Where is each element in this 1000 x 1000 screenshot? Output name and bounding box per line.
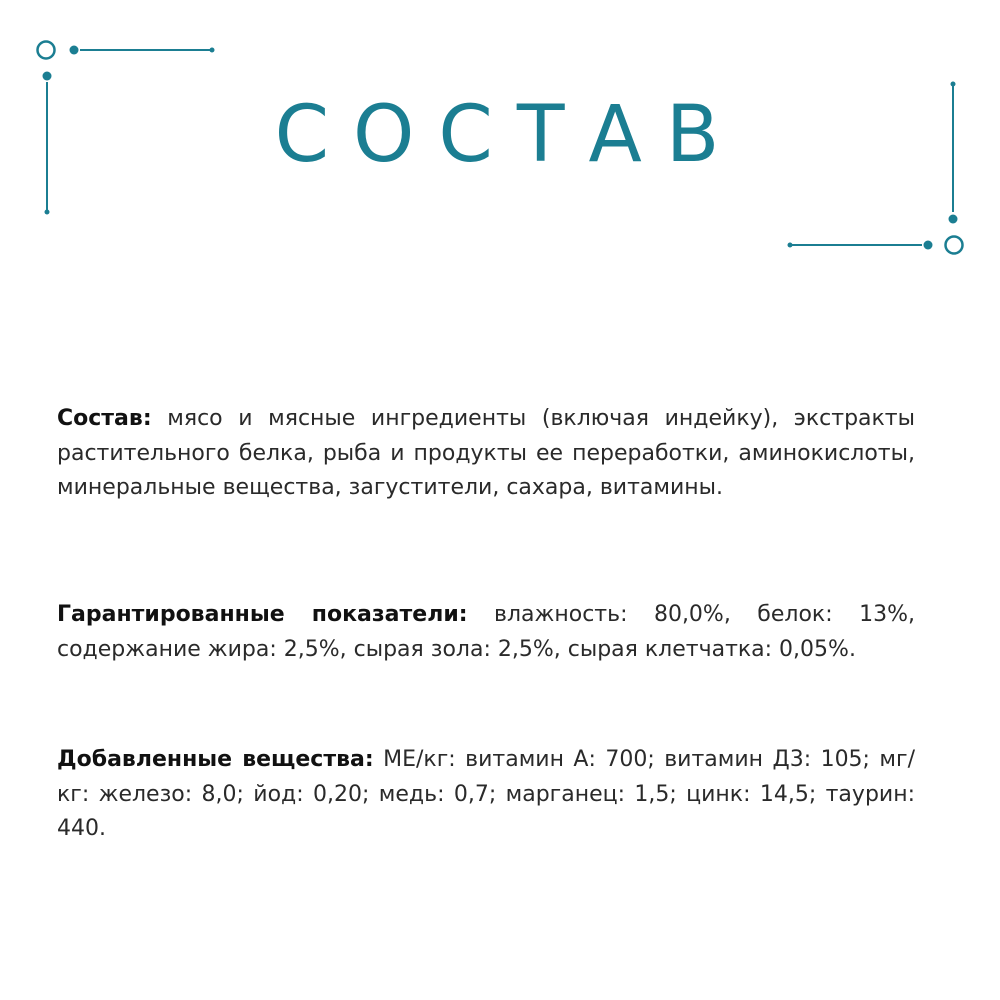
section-label: Добавленные вещества: <box>57 747 374 772</box>
ring-icon <box>38 42 55 59</box>
line-end-dot <box>45 210 50 215</box>
dot-icon <box>924 241 933 250</box>
section-label: Состав: <box>57 406 152 431</box>
ring-icon <box>946 237 963 254</box>
section-text: влажность: 80,0%, белок: 13%, содержание жира: 2,5%, сырая зола: 2,5%, сырая клетчатка: 0,05%. <box>57 602 915 662</box>
dot-icon <box>43 72 52 81</box>
line-end-dot <box>210 48 215 53</box>
section-label: Гарантированные показатели: <box>57 602 468 627</box>
guaranteed-values-section <box>57 598 915 667</box>
section-text: МЕ/кг: витамин А: 700; витамин Д3: 105; мг/кг: железо: 8,0; йод: 0,20; медь: 0,7; марганец: 1,5; цинк: 14,5; таурин: 440. <box>57 747 915 841</box>
composition-section <box>57 402 915 506</box>
dot-icon <box>70 46 79 55</box>
added-substances-section <box>57 743 915 847</box>
page-title: СОСТАВ <box>274 90 744 180</box>
dot-icon <box>949 215 958 224</box>
section-text: мясо и мясные ингредиенты (включая индейку), экстракты растительного белка, рыба и продукты ее переработки, аминокислоты, минеральные вещества, загустители, сахара, витамины. <box>57 406 915 500</box>
